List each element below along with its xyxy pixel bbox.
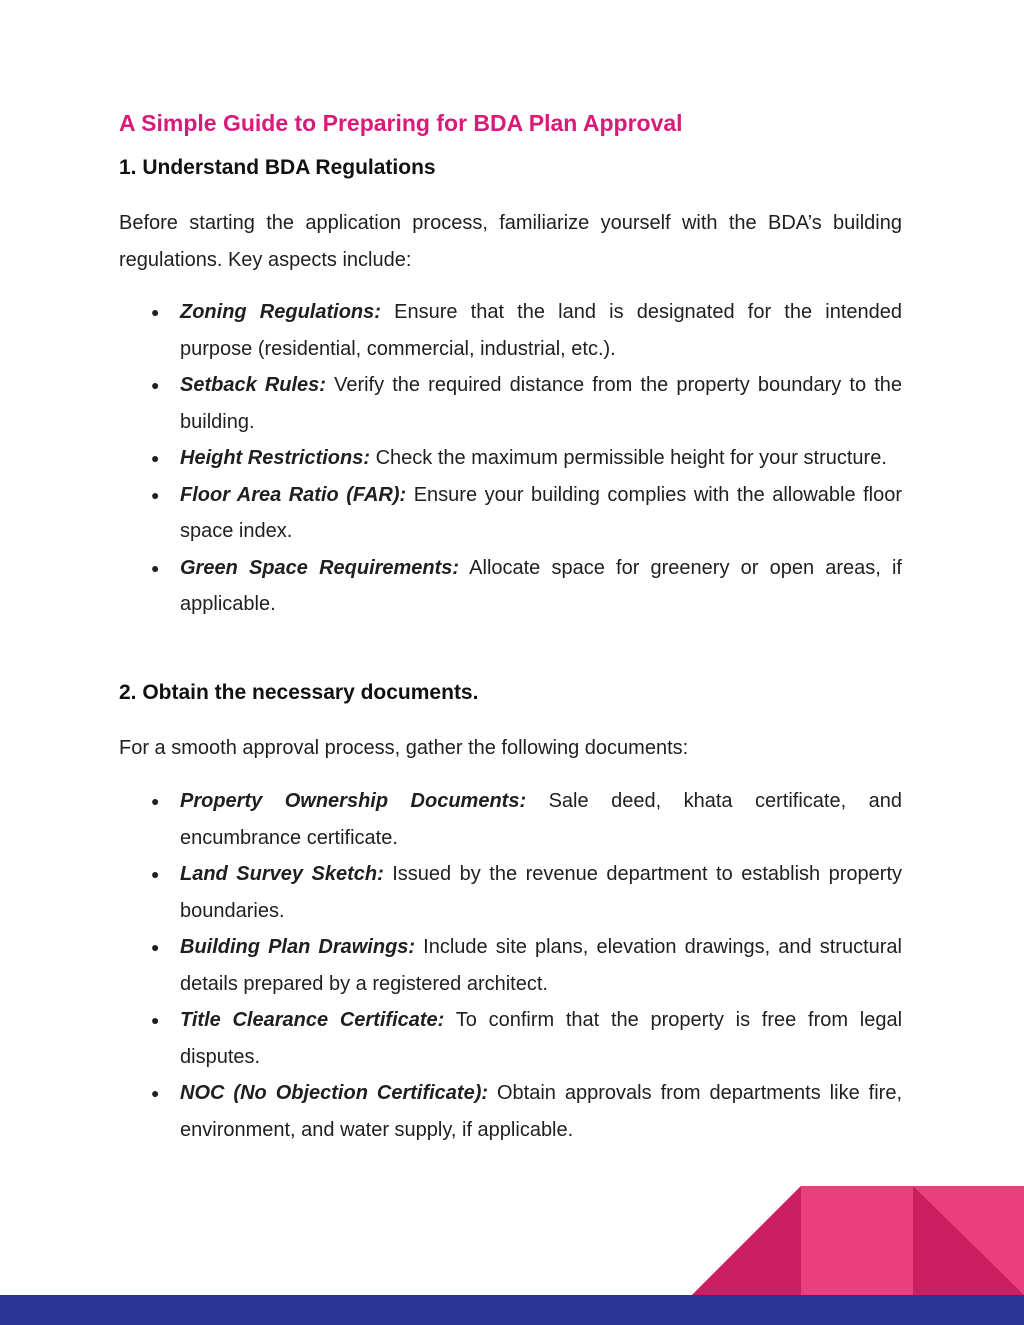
section-heading-regulations: 1. Understand BDA Regulations [119, 156, 436, 179]
list-item: ● Land Survey Sketch: Issued by the revenue department to establish property boundaries. [119, 856, 902, 929]
bullet-icon: ● [151, 559, 160, 576]
list-item: ● Title Clearance Certificate: To confirm that the property is free from legal disputes. [119, 1002, 902, 1075]
bullet-icon: ● [151, 377, 160, 393]
section-intro-regulations: Before starting the application process, familiarize yourself with the BDA’s building regulations. Key aspects include: [119, 212, 902, 271]
list-item: ● Floor Area Ratio (FAR): Ensure your building complies with the allowable floor space index. [119, 477, 902, 550]
list-item: ● Building Plan Drawings: Include site plans, elevation drawings, and structural details prepared by a registered architect. [119, 929, 902, 1002]
list-item: ● Setback Rules: Verify the required distance from the property boundary to the building. [119, 367, 902, 440]
decor-dark-triangle-left [692, 1186, 801, 1295]
section-heading-documents: 2. Obtain the necessary documents. [119, 681, 479, 704]
bullet-icon: ● [151, 866, 160, 882]
document-title: A Simple Guide to Preparing for BDA Plan Approval [119, 110, 683, 136]
footer-bar [0, 1295, 1024, 1325]
section-intro-documents: For a smooth approval process, gather the following documents: [119, 737, 689, 759]
list-item: ● Height Restrictions: Check the maximum permissible height for your structure. [119, 440, 902, 477]
list-item: ● NOC (No Objection Certificate): Obtain approvals from departments like fire, environment, and water supply, if applicable. [119, 1075, 902, 1148]
bullet-icon: ● [151, 1085, 160, 1101]
bullet-icon: ● [151, 1012, 160, 1028]
bullet-icon: ● [151, 939, 160, 955]
bullet-icon: ● [151, 486, 160, 503]
list-item: ● Zoning Regulations: Ensure that the land is designated for the intended purpose (residential, commercial, industrial, etc.). [119, 294, 902, 367]
list-item: ● Property Ownership Documents: Sale deed, khata certificate, and encumbrance certificate. [119, 783, 902, 856]
bullet-icon: ● [151, 304, 160, 320]
bullet-icon: ● [151, 450, 160, 466]
bullet-icon: ● [151, 793, 160, 809]
list-item: ● Green Space Requirements: Allocate space for greenery or open areas, if applicable. [119, 550, 902, 623]
